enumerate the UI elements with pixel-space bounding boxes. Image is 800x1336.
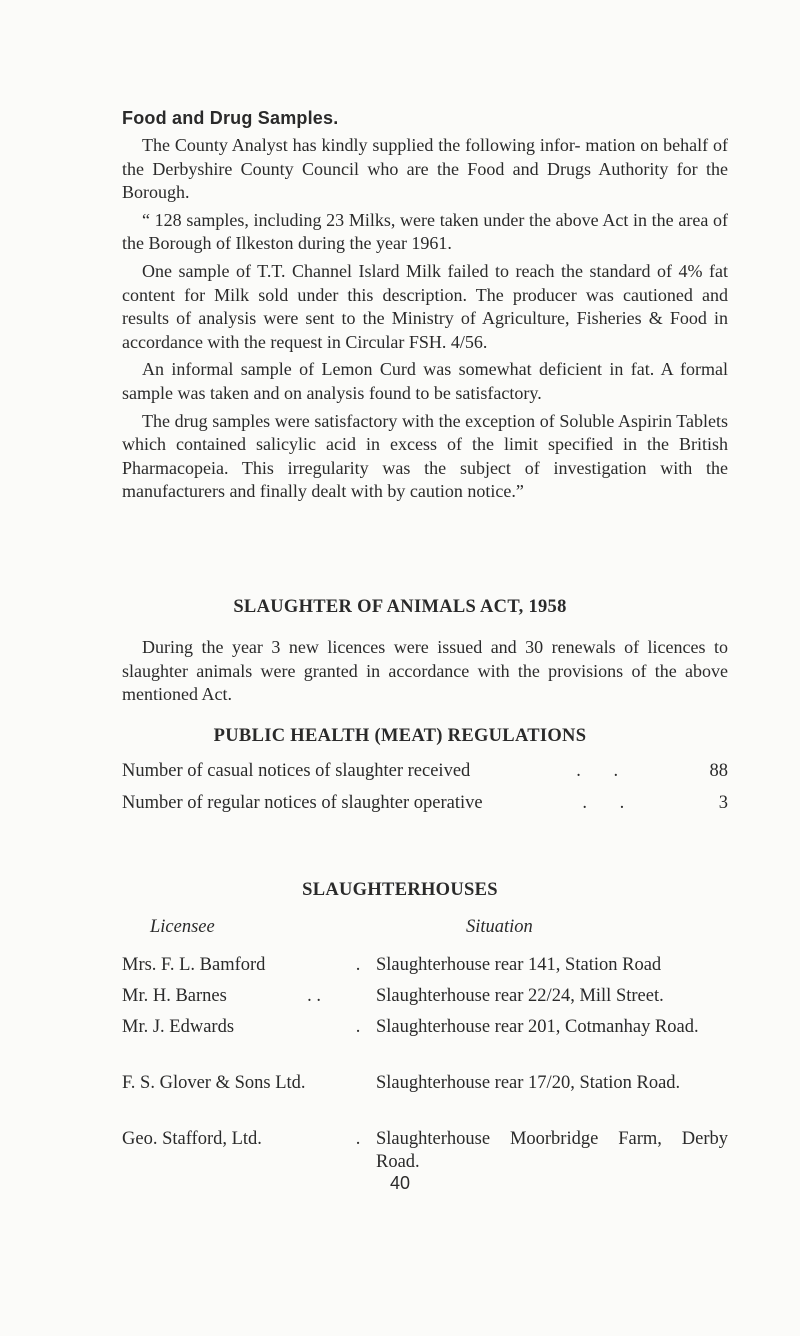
licensee-cell: Mrs. F. L. Bamford	[122, 955, 266, 975]
page-number: 40	[389, 1173, 411, 1193]
situation-cell: Slaughterhouse rear 22/24, Mill Street.	[376, 986, 664, 1006]
leader-dot: .	[355, 955, 361, 975]
paragraph: The drug samples were satisfactory with the exception of Soluble Aspirin Tablets which contained salicylic acid in excess of the limit specified in the British Pharmacopeia. This irregularity was the subject of investigation with the manufacturers and finally dealt with by caution notice.”	[122, 410, 728, 502]
situation-cell: Slaughterhouse rear 17/20, Station Road.	[376, 1073, 681, 1093]
stat-value: 3	[718, 793, 728, 813]
food-drug-heading: Food and Drug Samples.	[122, 108, 339, 128]
situation-cell: Slaughterhouse rear 201, Cotmanhay Road.	[376, 1017, 699, 1037]
leader-dot: .	[355, 1129, 361, 1149]
stat-row	[122, 793, 728, 814]
licensee-cell: F. S. Glover & Sons Ltd.	[122, 1073, 306, 1093]
leader-dots: . .	[576, 761, 633, 781]
column-header-situation: Situation	[466, 917, 533, 937]
situation-cell: Slaughterhouse Moorbridge Farm, Derby Road.	[376, 1129, 728, 1172]
paragraph: “ 128 samples, including 23 Milks, were taken under the above Act in the area of the Borough of Ilkeston during the year 1961.	[122, 209, 728, 254]
column-header-licensee: Licensee	[150, 917, 215, 937]
paragraph: The County Analyst has kindly supplied the following infor- mation on behalf of the Derbyshire County Council who are the Food and Drugs Authority for the Borough.	[122, 135, 728, 203]
paragraph: One sample of T.T. Channel Islard Milk failed to reach the standard of 4% fat content for Milk sold under this description. The producer was cautioned and results of analysis were sent to the Ministry of Agriculture, Fisheries & Food in accordance with the request in Circular FSH. 4/56.	[122, 260, 728, 352]
paragraph: An informal sample of Lemon Curd was somewhat deficient in fat. A formal sample was taken and on analysis found to be satisfactory.	[122, 359, 728, 403]
slaughter-act-heading: SLAUGHTER OF ANIMALS ACT, 1958	[233, 597, 567, 617]
meat-regulations-heading: PUBLIC HEALTH (MEAT) REGULATIONS	[213, 726, 587, 746]
stat-label: Number of casual notices of slaughter received	[122, 761, 471, 781]
leader-dots: . .	[582, 793, 639, 813]
licensee-cell: Mr. J. Edwards	[122, 1017, 235, 1037]
slaughter-act-body	[122, 636, 728, 707]
licensee-cell: Mr. H. Barnes	[122, 986, 227, 1006]
stat-row	[122, 761, 728, 782]
stat-value: 88	[709, 761, 728, 781]
situation-cell: Slaughterhouse rear 141, Station Road	[376, 955, 662, 975]
leader-dot: . .	[307, 986, 321, 1006]
slaughterhouses-heading: SLAUGHTERHOUSES	[302, 880, 498, 900]
food-drug-body	[122, 134, 728, 504]
paragraph: During the year 3 new licences were issued and 30 renewals of licences to slaughter animals were granted in accordance with the provisions of the above mentioned Act.	[122, 637, 728, 705]
stat-label: Number of regular notices of slaughter operative	[122, 793, 483, 813]
leader-dot: .	[355, 1017, 361, 1037]
licensee-cell: Geo. Stafford, Ltd.	[122, 1129, 262, 1149]
